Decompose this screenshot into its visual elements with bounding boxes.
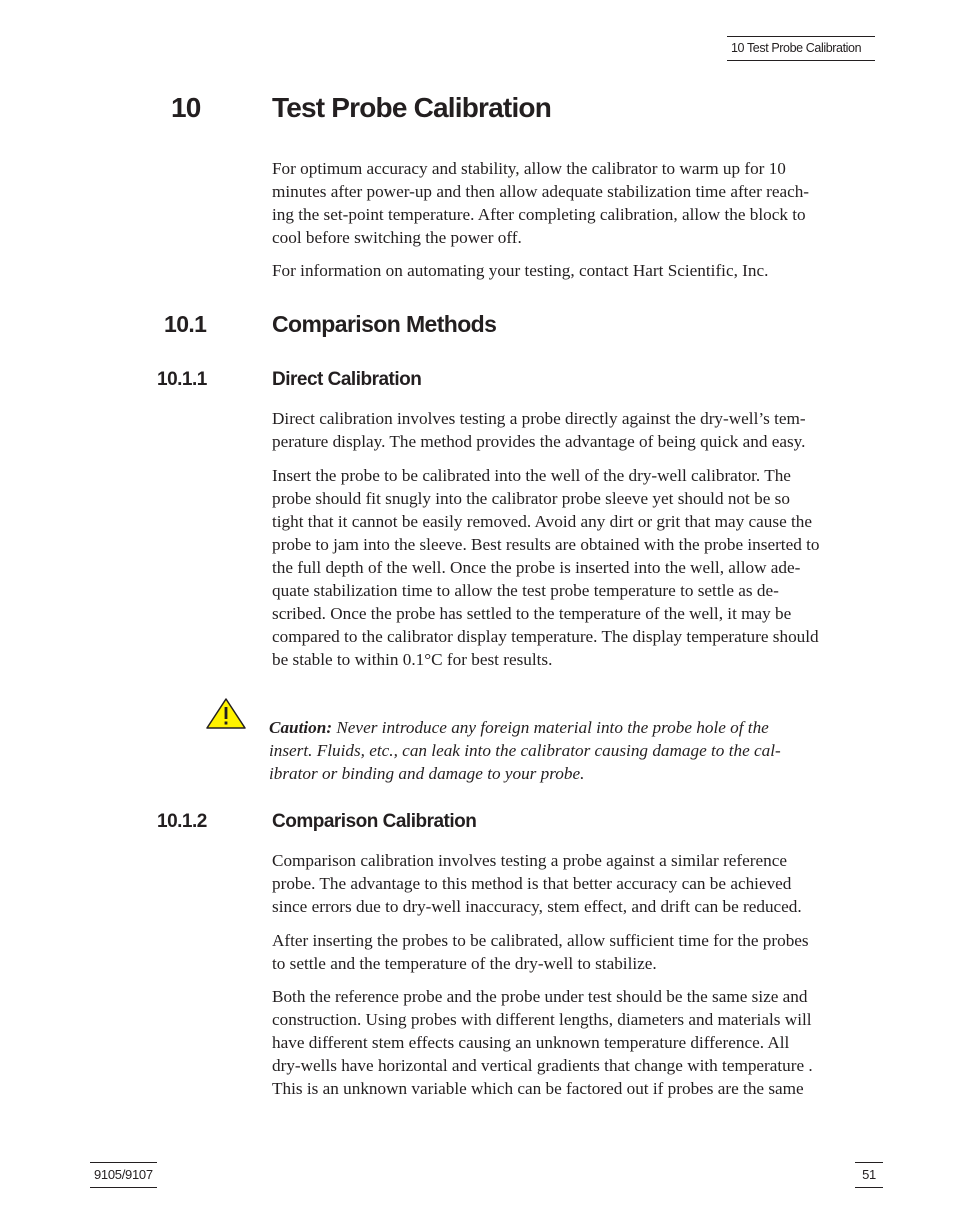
comparison-calibration-title: Comparison Calibration [272,811,477,832]
subsection-number: 10.1 [164,311,207,337]
comparison-calibration-number: 10.1.2 [157,811,207,832]
intro-paragraph: For optimum accuracy and stability, allow the calibrator to warm up for 10 minutes after power-up and then allow adequate stabilization time after reach- ing the set-point temperature. After completing calibration, allow the block to cool before switching the power off. [272,159,810,247]
section-number: 10 [171,92,201,123]
running-header: 10 Test Probe Calibration [727,36,875,61]
comparison-paragraph-3: Both the reference probe and the probe under test should be the same size and construction. Using probes with different lengths, diameters and materials will have different stem effects causing an unknown temperature difference. All dry-wells have horizontal and vertical gradients that change with temperature . This is an unknown variable which can be factored out if probes are the same [272,987,813,1098]
direct-calibration-title: Direct Calibration [272,369,422,390]
section-title: Test Probe Calibration [272,92,552,123]
comparison-paragraph-2: After inserting the probes to be calibrated, allow sufficient time for the probes to settle and the temperature of the dry-well to stabilize. [272,931,809,973]
direct-paragraph-1: Direct calibration involves testing a probe directly against the dry-well’s tem- perature display. The method provides the advantage of being quick and easy. [272,409,806,451]
direct-paragraph-2: Insert the probe to be calibrated into the well of the dry-well calibrator. The probe should fit snugly into the calibrator probe sleeve yet should not be so tight that it cannot be easily removed. Avoid any dirt or grit that may cause the probe to jam into the sleeve. Best results are obtained with the probe inserted to the full depth of the well. Once the probe is inserted into the well, allow ade- quate stabilization time to allow the test probe temperature to settle as de- scribed. Once the probe has settled to the temperature of the well, it may be compared to the calibrator display temperature. The display temperature should be stable to within 0.1°C for best results. [272,466,820,669]
caution-line-1: Never introduce any foreign material into the probe hole of the [332,718,769,737]
direct-calibration-number: 10.1.1 [157,369,207,390]
comparison-paragraph-1: Comparison calibration involves testing a probe against a similar reference probe. The advantage to this method is that better accuracy can be achieved since errors due to dry-well inaccuracy, stem effect, and drift can be reduced. [272,851,802,916]
caution-label: Caution: [269,718,333,737]
info-paragraph: For information on automating your testing, contact Hart Scientific, Inc. [272,261,769,280]
subsection-title: Comparison Methods [272,311,497,337]
warning-triangle-icon [205,697,247,731]
footer-model: 9105/9107 [90,1162,157,1188]
page-number: 51 [855,1162,883,1188]
caution-note: Caution: Never introduce any foreign material into the probe hole of the insert. Fluids, etc., can leak into the calibrator causing damage to the cal- ibrator or binding and damage to your probe. [269,718,781,783]
